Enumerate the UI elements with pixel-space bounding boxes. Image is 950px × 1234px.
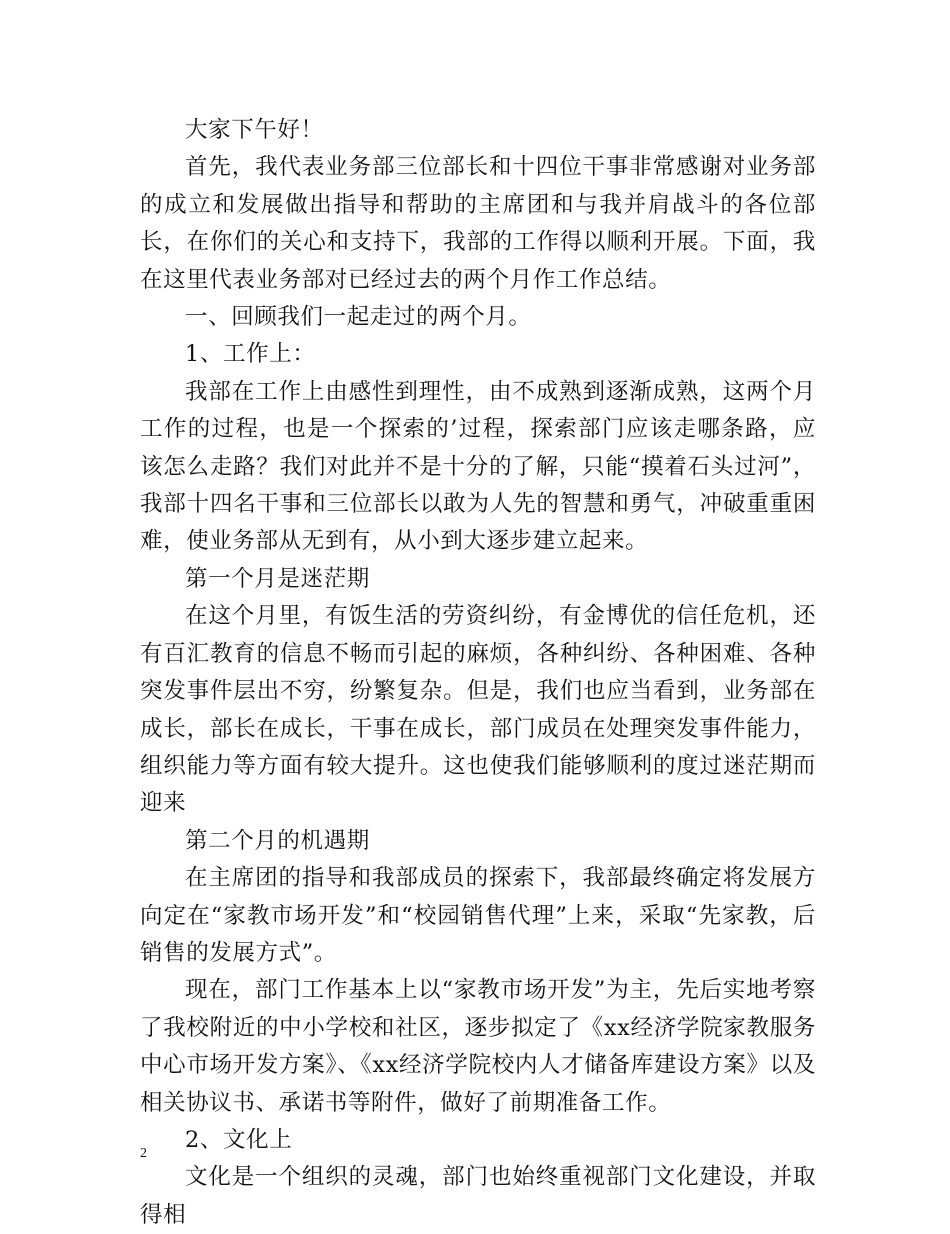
body-paragraph: 在主席团的指导和我部成员的探索下，我部最终确定将发展方向定在“家教市场开发”和“校园销售代理”上来，采取“先家教，后销售的发展方式”。 [140, 865, 816, 966]
body-paragraph: 我部在工作上由感性到理性，由不成熟到逐渐成熟，这两个月工作的过程，也是一个探索的’过程，探索部门应该走哪条路，应该怎么走路？我们对此并不是十分的了解，只能“摸着石头过河”，我部十四名干事和三位部长以敢为人先的智慧和勇气，冲破重重困难，使业务部从无到有，从小到大逐步建立起来。 [140, 378, 816, 555]
body-paragraph: 首先，我代表业务部三位部长和十四位干事非常感谢对业务部的成立和发展做出指导和帮助的主席团和与我并肩战斗的各位部长，在你们的关心和支持下，我部的工作得以顺利开展。下面，我在这里代表业务部对已经过去的两个月作工作总结。 [140, 154, 816, 293]
document-body [140, 112, 816, 1234]
subsection-heading: 1、工作上： [185, 341, 316, 368]
greeting-paragraph: 大家下午好！ [185, 117, 324, 143]
page-number: 2 [140, 1146, 147, 1161]
body-paragraph: 文化是一个组织的灵魂，部门也始终重视部门文化建设，并取得相 [140, 1164, 816, 1228]
subsection-heading: 第二个月的机遇期 [185, 827, 370, 854]
section-heading: 一、回顾我们一起走过的两个月。 [185, 304, 532, 331]
body-paragraph: 在这个月里，有饭生活的劳资纠纷，有金博优的信任危机，还有百汇教育的信息不畅而引起的麻烦，各种纠纷、各种困难、各种突发事件层出不穷，纷繁复杂。但是，我们也应当看到，业务部在成长，部长在成长，干事在成长，部门成员在处理突发事件能力，组织能力等方面有较大提升。这也使我们能够顺利的度过迷茫期而迎来 [140, 603, 816, 817]
subsection-heading: 第一个月是迷茫期 [185, 565, 370, 592]
subsection-heading: 2、文化上 [185, 1126, 293, 1153]
body-paragraph: 现在，部门工作基本上以“家教市场开发”为主，先后实地考察了我校附近的中小学校和社区，逐步拟定了《xx经济学院家教服务中心市场开发方案》、《xx经济学院校内人才储备库建设方案》以及相关协议书、承诺书等附件，做好了前期准备工作。 [140, 977, 816, 1116]
